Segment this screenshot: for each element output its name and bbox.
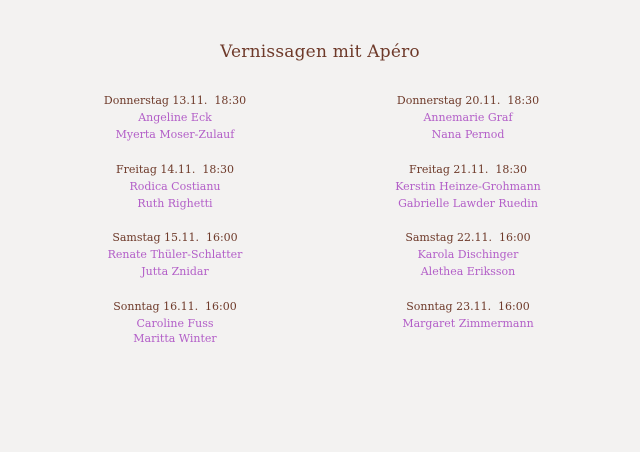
- event-date: Donnerstag 13.11. 18:30: [103, 94, 247, 107]
- artist-name: Nana Pernod: [431, 128, 505, 141]
- event-date: Donnerstag 20.11. 18:30: [396, 94, 540, 107]
- event-block: [55, 93, 295, 162]
- event-date: Sonntag 16.11. 16:00: [113, 299, 237, 313]
- artist-name: Kerstin Heinze-Grohmann: [395, 179, 541, 193]
- event-date: Samstag 15.11. 16:00: [112, 231, 238, 244]
- event-date: Freitag 21.11. 18:30: [408, 162, 528, 176]
- page-title: Vernissagen mit Apéro: [220, 42, 420, 62]
- event-date: Sonntag 23.11. 16:00: [406, 299, 530, 313]
- artist-name: Angeline Eck: [138, 111, 212, 124]
- artist-name: Margaret Zimmermann: [402, 316, 534, 330]
- event-date: Freitag 14.11. 18:30: [115, 162, 235, 176]
- event-block: [348, 230, 588, 299]
- artist-name: Ruth Righetti: [137, 196, 213, 210]
- artist-name: Myerta Moser-Zulauf: [115, 128, 235, 141]
- event-date: Samstag 22.11. 16:00: [405, 231, 531, 244]
- artist-name: Maritta Winter: [133, 331, 217, 345]
- event-block: [348, 93, 588, 162]
- schedule-column-right: [348, 93, 588, 367]
- event-block: [348, 299, 588, 368]
- event-block: [55, 162, 295, 231]
- event-block: [55, 299, 295, 368]
- artist-name: Caroline Fuss: [136, 316, 214, 330]
- artist-name: Annemarie Graf: [423, 111, 513, 124]
- artist-name: Karola Dischinger: [417, 248, 519, 261]
- schedule-column-left: [55, 93, 295, 367]
- artist-name: Gabrielle Lawder Ruedin: [398, 196, 538, 210]
- artist-name: Rodica Costianu: [129, 179, 221, 193]
- artist-name: Alethea Eriksson: [420, 265, 516, 278]
- artist-name: Renate Thüler-Schlatter: [107, 248, 243, 261]
- event-block: [55, 230, 295, 299]
- event-block: [348, 162, 588, 231]
- artist-name: Jutta Znidar: [141, 265, 209, 278]
